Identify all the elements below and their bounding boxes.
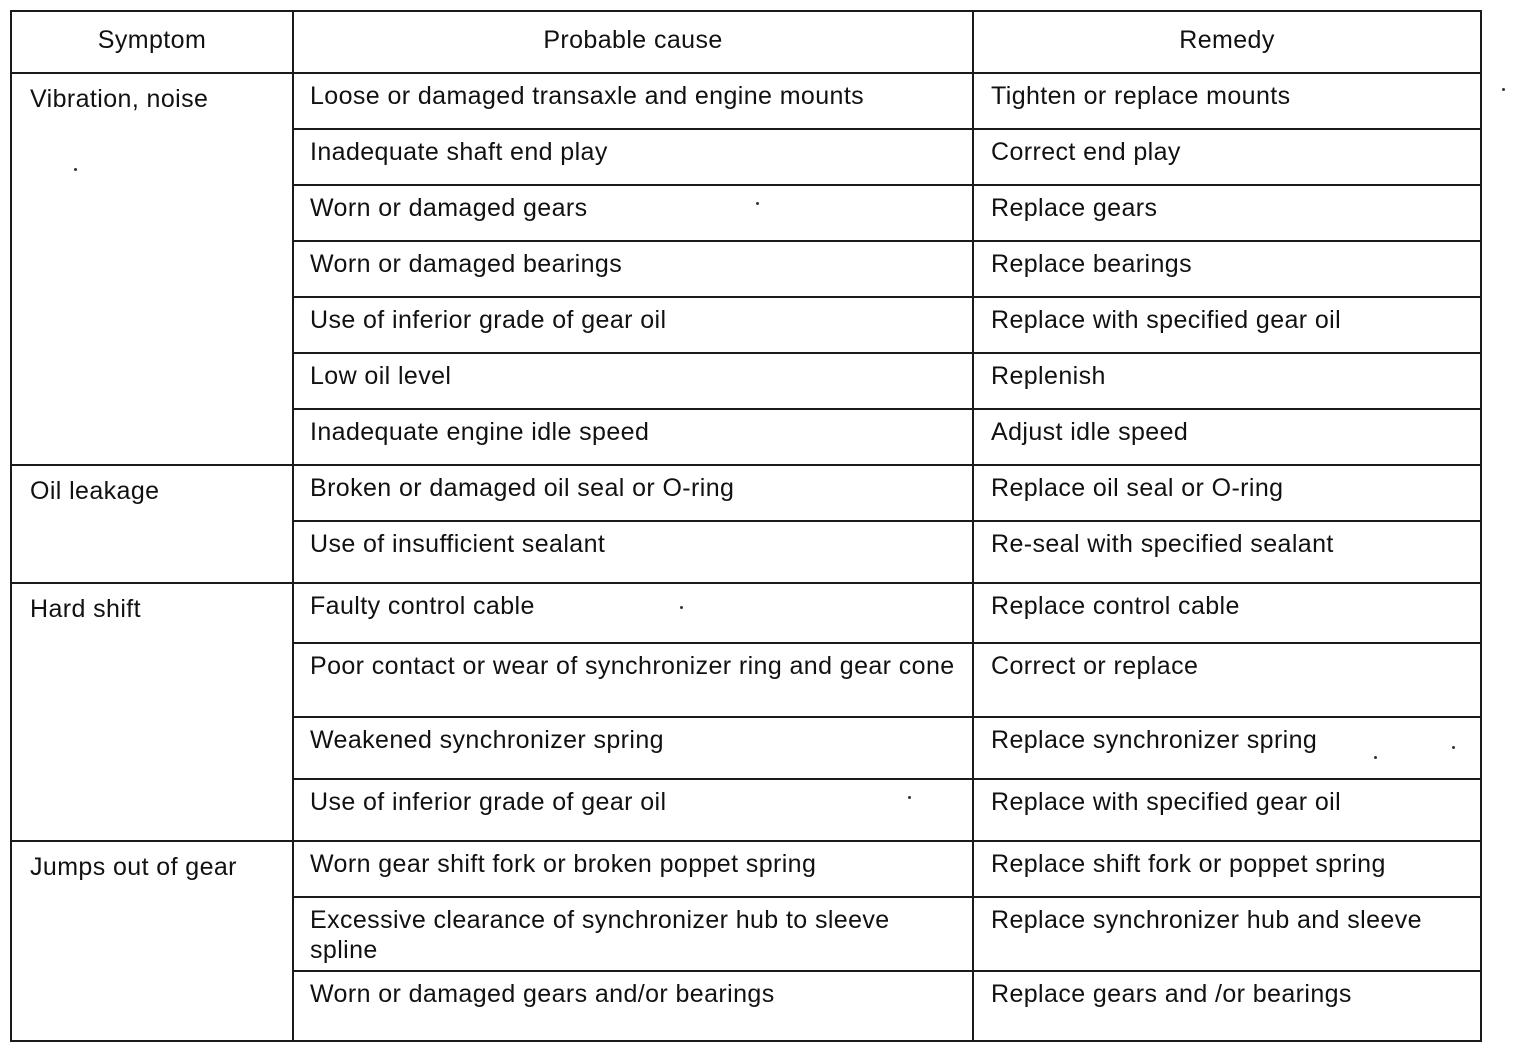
remedy-cell: Replace oil seal or O-ring (973, 465, 1481, 521)
cause-cell: Loose or damaged transaxle and engine mounts (293, 73, 973, 129)
cause-cell: Weakened synchronizer spring (293, 717, 973, 779)
remedy-cell: Replace synchronizer spring (973, 717, 1481, 779)
remedy-cell: Replace gears and /or bearings (973, 971, 1481, 1041)
remedy-cell: Replace with specified gear oil (973, 297, 1481, 353)
remedy-cell: Tighten or replace mounts (973, 73, 1481, 129)
troubleshooting-table (10, 10, 1482, 1042)
remedy-cell: Replenish (973, 353, 1481, 409)
cause-cell: Use of insufficient sealant (293, 521, 973, 583)
cause-cell: Broken or damaged oil seal or O-ring (293, 465, 973, 521)
cause-cell: Worn or damaged gears (293, 185, 973, 241)
header-probable-cause: Probable cause (293, 11, 973, 73)
cause-cell: Worn gear shift fork or broken poppet spring (293, 841, 973, 897)
scan-speck (74, 168, 77, 171)
scan-speck (1502, 88, 1505, 91)
cause-cell: Use of inferior grade of gear oil (293, 779, 973, 841)
remedy-cell: Correct end play (973, 129, 1481, 185)
cause-cell: Faulty control cable (293, 583, 973, 643)
scan-speck (680, 606, 683, 609)
symptom-jumps-out-of-gear: Jumps out of gear (11, 841, 293, 1041)
cause-cell: Poor contact or wear of synchronizer ring and gear cone (293, 643, 973, 717)
remedy-cell: Re-seal with specified sealant (973, 521, 1481, 583)
table-row (11, 583, 1481, 643)
remedy-cell: Replace shift fork or poppet spring (973, 841, 1481, 897)
table-row (11, 465, 1481, 521)
cause-cell: Worn or damaged gears and/or bearings (293, 971, 973, 1041)
cause-cell: Worn or damaged bearings (293, 241, 973, 297)
cause-cell: Use of inferior grade of gear oil (293, 297, 973, 353)
header-row (11, 11, 1481, 73)
remedy-cell: Replace gears (973, 185, 1481, 241)
remedy-cell: Replace bearings (973, 241, 1481, 297)
scan-speck (756, 202, 759, 205)
cause-cell: Excessive clearance of synchronizer hub to sleeve spline (293, 897, 973, 971)
cause-cell: Inadequate engine idle speed (293, 409, 973, 465)
header-symptom: Symptom (11, 11, 293, 73)
symptom-hard-shift: Hard shift (11, 583, 293, 841)
table-row (11, 73, 1481, 129)
symptom-vibration-noise: Vibration, noise (11, 73, 293, 465)
remedy-cell: Replace with specified gear oil (973, 779, 1481, 841)
table-row (11, 841, 1481, 897)
remedy-cell: Replace synchronizer hub and sleeve (973, 897, 1481, 971)
scan-speck (908, 796, 911, 799)
cause-cell: Inadequate shaft end play (293, 129, 973, 185)
symptom-oil-leakage: Oil leakage (11, 465, 293, 583)
remedy-cell: Adjust idle speed (973, 409, 1481, 465)
remedy-cell: Correct or replace (973, 643, 1481, 717)
scan-speck (1452, 746, 1455, 749)
scan-speck (1374, 756, 1377, 759)
remedy-cell: Replace control cable (973, 583, 1481, 643)
cause-cell: Low oil level (293, 353, 973, 409)
header-remedy: Remedy (973, 11, 1481, 73)
